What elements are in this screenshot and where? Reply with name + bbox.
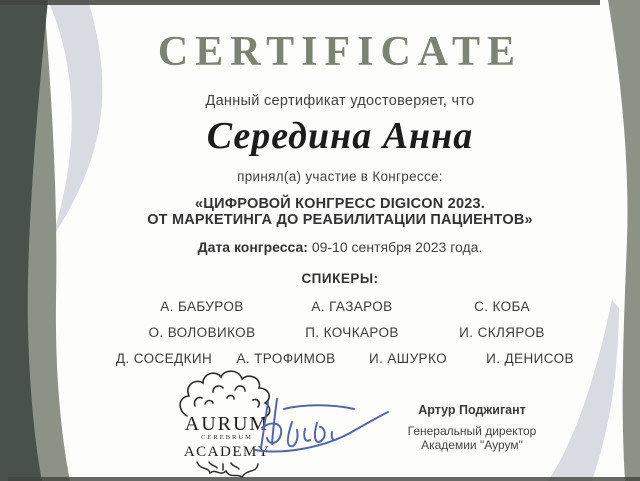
logo-text-aurum: AURUM [184,413,270,435]
logo-text-academy: ACADEMY [183,444,271,460]
speakers-heading: СПИКЕРЫ: [301,271,379,286]
congress-title-line1: «ЦИФРОВОЙ КОНГРЕСС DIGICON 2023. [195,196,485,212]
speaker: С. КОБА [474,299,530,314]
logo-tree-roots [197,462,258,477]
congress-title-line2: ОТ МАРКЕТИНГА ДО РЕАБИЛИТАЦИИ ПАЦИЕНТОВ» [147,212,533,228]
director-signature [252,392,392,458]
congress-title [90,196,590,228]
speaker: А. БАБУРОВ [160,299,244,314]
congress-date [90,239,590,255]
speaker: А. ГАЗАРОВ [311,299,393,314]
right-sage-swoosh [608,0,640,481]
speaker: И. АШУРКО [369,351,447,366]
signatory-role-line2: Академии "Аурум" [421,438,523,452]
intro-text: Данный сертификат удостоверяет, что [205,93,475,109]
speakers-row-3 [108,351,586,366]
recipient-name: Середина Анна [206,115,474,157]
congress-date-value: 09-10 сентября 2023 года. [311,239,483,255]
signatory-role-line1: Генеральный директор [407,424,537,438]
logo-text-cerebrum: CEREBRUM [201,434,253,441]
certificate-title: CERTIFICATE [157,29,523,75]
speakers-row-2 [142,325,562,340]
speaker: И. СКЛЯРОВ [459,325,545,340]
speaker: Д. СОСЕДКИН [115,351,213,366]
speaker: О. ВОЛОВИКОВ [148,325,256,340]
speakers-row-1 [142,299,562,314]
participation-text: принял(а) участие в Конгрессе: [237,169,443,184]
certificate-content [90,0,590,481]
signatory-name: Артур Поджигант [418,403,526,417]
speaker: А. ТРОФИМОВ [236,351,336,366]
speaker: П. КОЧКАРОВ [305,325,399,340]
speaker: И. ДЕНИСОВ [486,351,574,366]
congress-date-label: Дата конгресса: [197,239,308,255]
signatory-role [382,424,562,452]
signatory-block [382,403,562,452]
